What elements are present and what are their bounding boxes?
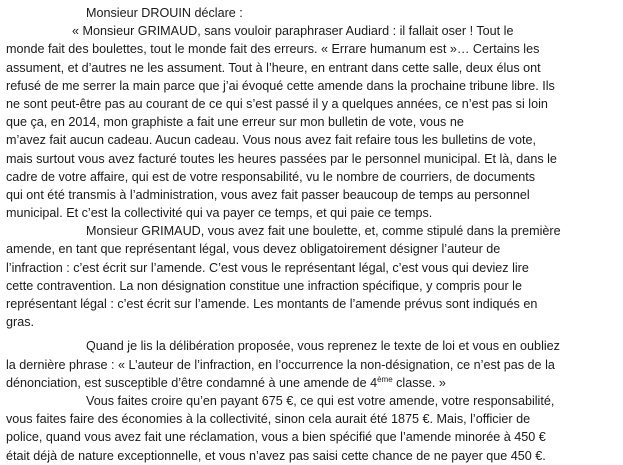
text-line: Quand je lis la délibération proposée, vous reprenez le texte de loi et vous en oubliez xyxy=(86,339,560,354)
text-line: la dernière phrase : « L’auteur de l’infraction, en l’occurrence la non-désignation, ce n’est pas de la xyxy=(6,357,555,372)
text-line: ne sont peut-être pas au courant de ce qui s’est passé il y a quelques années, ce n’est pas si loin xyxy=(6,96,548,111)
text-line xyxy=(6,374,618,392)
text-line xyxy=(6,22,618,40)
text-line: cette contravention. La non désignation constitue une infraction spécifique, y compris pour le xyxy=(6,278,522,293)
text-line: était déjà de nature exceptionnelle, et vous n’avez pas saisi cette chance de ne payer que 450 €. xyxy=(6,448,546,463)
text-line: représentant légal : c’est écrit sur l’amende. Les montants de l’amende prévus sont indiqués en xyxy=(6,297,538,311)
text-line: cadre de votre affaire, qui est de votre responsabilité, vu le nombre de courriers, de documents xyxy=(6,169,535,184)
text-line: mais surtout vous avez facturé toutes les heures passées par le personnel municipal. Et là, dans le xyxy=(6,151,557,166)
text-line: assument, et d’autres ne les assument. Tout à l’heure, en entrant dans cette salle, deux élus ont xyxy=(6,60,541,75)
text-line: Monsieur GRIMAUD, vous avez fait une boulette, et, comme stipulé dans la première xyxy=(86,224,561,239)
text-line: municipal. Et c’est la collectivité qui va payer ce temps, et qui paie ce temps. xyxy=(6,206,433,221)
text-line: que ça, en 2014, mon graphiste a fait une erreur sur mon bulletin de vote, vous ne xyxy=(6,115,464,130)
text-line: Vous faites croire qu’en payant 675 €, ce qui est votre amende, votre responsabilité, xyxy=(86,393,555,408)
document-body xyxy=(6,4,618,465)
text-line: refusé de me serrer la main parce que j’ai évoqué cette amende dans la prochaine tribune libre. Ils xyxy=(6,78,555,93)
text-line: m’avez fait aucun cadeau. Aucun cadeau. Vous nous avez fait refaire tous les bulletins de vote, xyxy=(6,133,536,148)
text-line: qui ont été transmis à l’administration, vous avez fait passer beaucoup de temps au personnel xyxy=(6,187,530,202)
text-line: gras. xyxy=(6,315,34,330)
text-line: amende, en tant que représentant légal, vous devez obligatoirement désigner l’auteur de xyxy=(6,242,501,257)
text-line: police, quand vous avez fait une réclamation, vous a bien spécifié que l’amende minorée à 450 € xyxy=(6,430,546,445)
text-line: monde fait des boulettes, tout le monde fait des erreurs. « Errare humanum est »… Certains les xyxy=(6,42,540,57)
text-span: classe. » xyxy=(392,375,446,390)
text-line: vous faites faire des économies à la collectivité, sinon cela aurait été 1875 €. Mais, l’officier de xyxy=(6,412,531,427)
superscript: ème xyxy=(377,374,393,384)
speaker-heading: Monsieur DROUIN déclare : xyxy=(86,6,243,20)
text-span: dénonciation, est susceptible d’être condamné à une amende de 4 xyxy=(6,375,378,390)
text-line: l’infraction : c’est écrit sur l’amende. C’est vous le représentant légal, c’est vous qui deviez lire xyxy=(6,260,529,275)
text-span: « Monsieur GRIMAUD, sans vouloir paraphraser Audiard : il fallait oser ! Tout le xyxy=(72,24,514,39)
